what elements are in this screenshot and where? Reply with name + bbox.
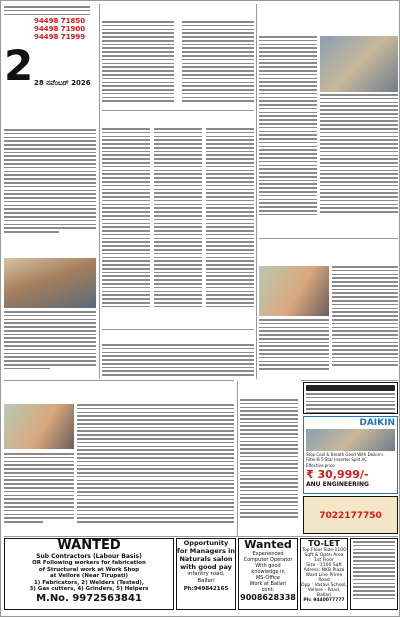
opportunity-phone: Ph:949842165 <box>183 586 229 592</box>
wanted-line-4: at Vellore (Near Tirupati) <box>50 573 128 579</box>
tolet-line-3: 1st Floor <box>314 558 334 563</box>
left-bottom-headline <box>4 384 234 402</box>
wanted-line-6: 3) Gas cutters, 4) Grinders, 5) Helpers <box>29 586 149 592</box>
wanted-line-1: Sub Contractors (Labour Basis) <box>36 553 142 560</box>
phone-2: 94498 71900 <box>34 25 86 34</box>
center-lower-title-block <box>240 384 300 398</box>
wanted-exec-line-1: Experienced <box>252 551 284 557</box>
daikin-brand: DAIKIN <box>359 418 395 428</box>
news-photo-right-mid <box>259 266 329 316</box>
wanted-exec-line-6: Work at Ballari <box>249 581 287 587</box>
footer-imprint <box>4 611 398 617</box>
wanted-exec-phone: 9008628338 <box>240 593 296 602</box>
center-band-headline <box>102 331 254 343</box>
center-mid-article <box>102 128 254 328</box>
phone-3: 94498 71999 <box>34 33 86 42</box>
tolet-line-7: Opp : Vasavi School, <box>301 583 347 588</box>
center-lower-article <box>240 399 298 534</box>
tolet-line-9: Ph: 9440077777 <box>303 598 345 603</box>
tolet-ad <box>300 538 348 610</box>
opportunity-line-6: Ballari <box>197 578 215 584</box>
opportunity-ad <box>176 538 236 610</box>
left-bottom-article-2 <box>4 453 74 533</box>
daikin-company: ANU ENGINEERING <box>306 481 369 488</box>
tolet-line-4: Size - 1100 Sqft <box>306 563 342 568</box>
right-top-article-left <box>259 36 317 236</box>
right-mid-band <box>259 240 398 264</box>
wanted-exec-line-5: MS-Office <box>255 575 281 581</box>
wanted-exec-line-4: knowledge in <box>251 569 285 575</box>
center-bottom-headline <box>4 347 5 348</box>
center-lower-headline <box>102 380 103 381</box>
left-bottom-article <box>77 404 234 534</box>
wanted-line-2: OR Following workers for fabrication <box>32 560 146 566</box>
news-photo-bottom-left <box>4 404 74 449</box>
right-top-article-right <box>320 94 398 236</box>
right-top-headline <box>259 4 398 34</box>
masthead <box>4 4 96 104</box>
phone-ad-number: 7022177750 <box>319 511 382 521</box>
wanted-exec-line-2: Computer Operator <box>243 557 293 563</box>
right-notice <box>303 382 398 414</box>
left-sub-headline <box>4 238 96 256</box>
tolet-line-2: Sqft & Open Area <box>304 553 344 558</box>
opportunity-line-5: infantry road, <box>187 571 225 577</box>
right-mid-article <box>332 266 398 376</box>
wanted-mobile: M.No. 9972563841 <box>36 592 142 604</box>
center-band-article <box>102 344 254 378</box>
wanted-exec-title: Wanted <box>244 538 292 551</box>
center-top-headline <box>102 4 254 20</box>
phone-1: 94498 71850 <box>34 17 86 26</box>
tolet-line-5: Adress: NKB Plaza <box>303 568 345 573</box>
tolet-line-8: Vellore - Road, Ballari <box>307 588 341 598</box>
right-mid-article-2 <box>259 319 329 377</box>
wanted-title: WANTED <box>57 538 121 553</box>
tolet-line-6: Ward Line Prime Road <box>305 573 343 583</box>
opportunity-line-3: Naturals salon <box>179 555 233 563</box>
wanted-line-3: of Structural work at Work Shop <box>38 566 140 573</box>
issue-number: 2 <box>4 41 34 90</box>
wanted-exec-ad <box>238 538 298 610</box>
tolet-line-1: Top Floor Size-1100 <box>302 548 346 553</box>
wanted-exec-contact: cont: <box>261 587 275 593</box>
classified-right <box>350 538 398 610</box>
wanted-ad <box>4 538 174 610</box>
issue-date: 28 ನವೆಂಬರ್ 2026 <box>34 79 91 87</box>
center-mid-headline <box>102 112 254 126</box>
news-photo-right-top <box>320 36 398 92</box>
left-article-2 <box>4 311 96 371</box>
left-article-1 <box>4 129 96 234</box>
wanted-line-5: 1) Fabricators, 2) Welders (Tested), <box>33 579 145 586</box>
center-top-article <box>102 21 254 109</box>
tolet-title: TO-LET <box>308 539 340 548</box>
news-photo-left <box>4 258 96 308</box>
masthead-phones <box>34 17 96 41</box>
daikin-price-label: Effective price <box>306 463 335 468</box>
daikin-tagline: Stop Cool & Breath Good With Daikin's Filter-B 5 Star Inverter Split AC <box>306 452 384 462</box>
opportunity-line-4: with good pay <box>180 563 232 571</box>
opportunity-line-1: Opportunity <box>183 539 229 547</box>
left-main-headline <box>4 108 96 128</box>
phone-ad <box>303 496 398 534</box>
wanted-exec-line-3: With good <box>255 563 281 569</box>
opportunity-line-2: for Managers in <box>177 547 235 555</box>
daikin-price: ₹ 30,999/- <box>306 468 369 481</box>
daikin-ad <box>303 416 398 494</box>
